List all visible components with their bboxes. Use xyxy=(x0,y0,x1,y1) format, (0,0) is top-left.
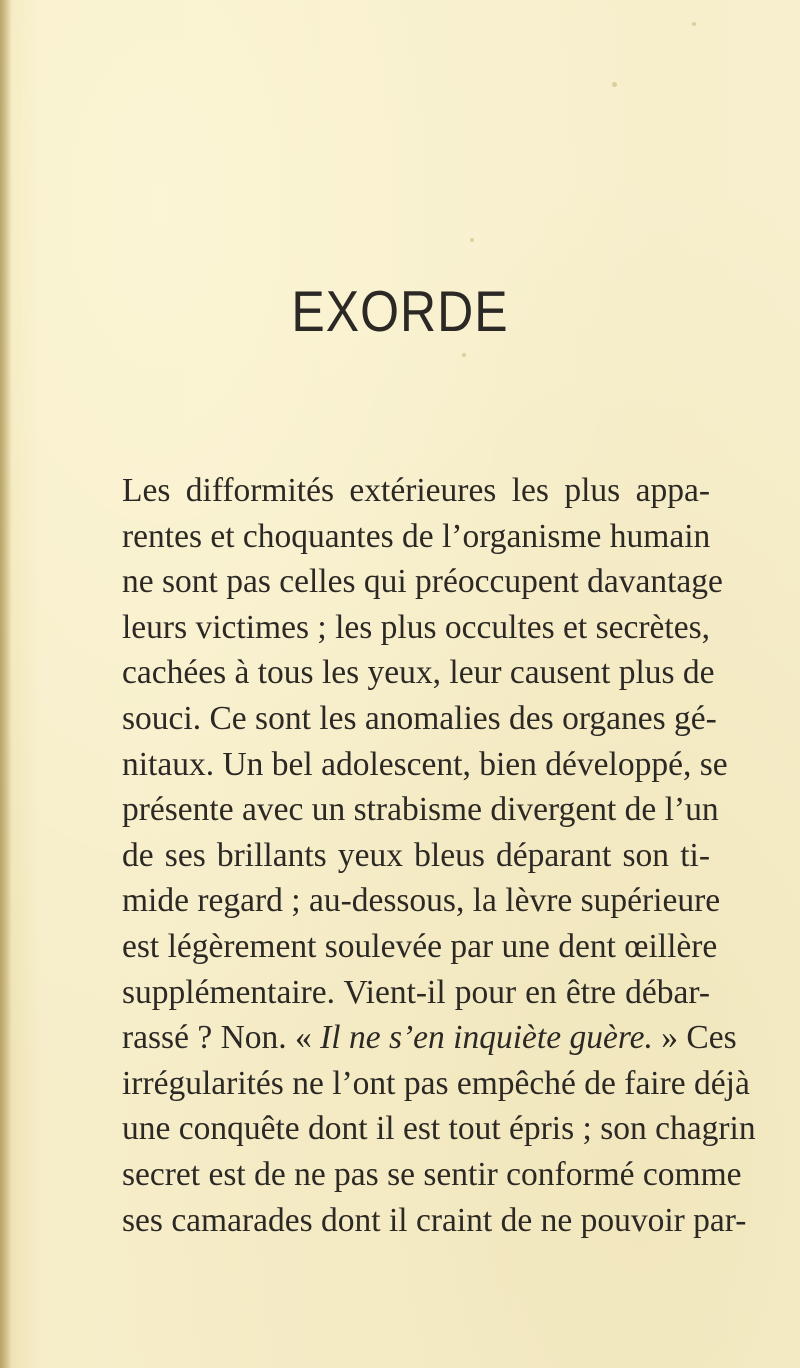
text-line: supplémentaire. Vient-il pour en être débar- xyxy=(122,973,710,1011)
text-line: irrégularités ne l’ont pas empêché de faire déjà xyxy=(122,1064,750,1102)
paper-speck xyxy=(612,82,617,87)
chapter-title: EXORDE xyxy=(291,279,509,344)
text-line: rentes et choquantes de l’organisme humain xyxy=(122,517,711,555)
text-line: mide regard ; au-dessous, la lèvre supérieure xyxy=(122,882,721,920)
text-line: nitaux. Un bel adolescent, bien développé, se xyxy=(122,745,728,783)
text-line: ses camarades dont il craint de ne pouvoir par- xyxy=(122,1201,747,1239)
text-line: ne sont pas celles qui préoccupent davantage xyxy=(122,563,723,601)
text-line: présente avec un strabisme divergent de l’un xyxy=(122,791,719,829)
text-line: cachées à tous les yeux, leur causent plus de xyxy=(122,654,715,692)
paper-speck xyxy=(462,353,466,357)
italic-quote: Il ne s’en inquiète guère. xyxy=(320,1019,653,1057)
text-line: de ses brillants yeux bleus déparant son ti- xyxy=(122,836,710,874)
text-line: souci. Ce sont les anomalies des organes gé- xyxy=(122,699,717,737)
text-segment: rassé ? Non. « xyxy=(122,1019,312,1057)
text-line: secret est de ne pas se sentir conformé comme xyxy=(122,1155,742,1193)
body-paragraph xyxy=(122,468,756,1243)
text-line-with-quote xyxy=(122,1015,737,1061)
text-line: une conquête dont il est tout épris ; son chagrin xyxy=(122,1110,756,1148)
paper-speck xyxy=(692,22,696,26)
text-line: leurs victimes ; les plus occultes et secrètes, xyxy=(122,608,710,646)
text-line: est légèrement soulevée par une dent œillère xyxy=(122,927,718,965)
page-binding-edge xyxy=(0,0,12,1368)
text-line: Les difformités extérieures les plus appa- xyxy=(122,472,710,509)
paper-speck xyxy=(470,238,474,242)
text-segment: » Ces xyxy=(661,1019,737,1057)
